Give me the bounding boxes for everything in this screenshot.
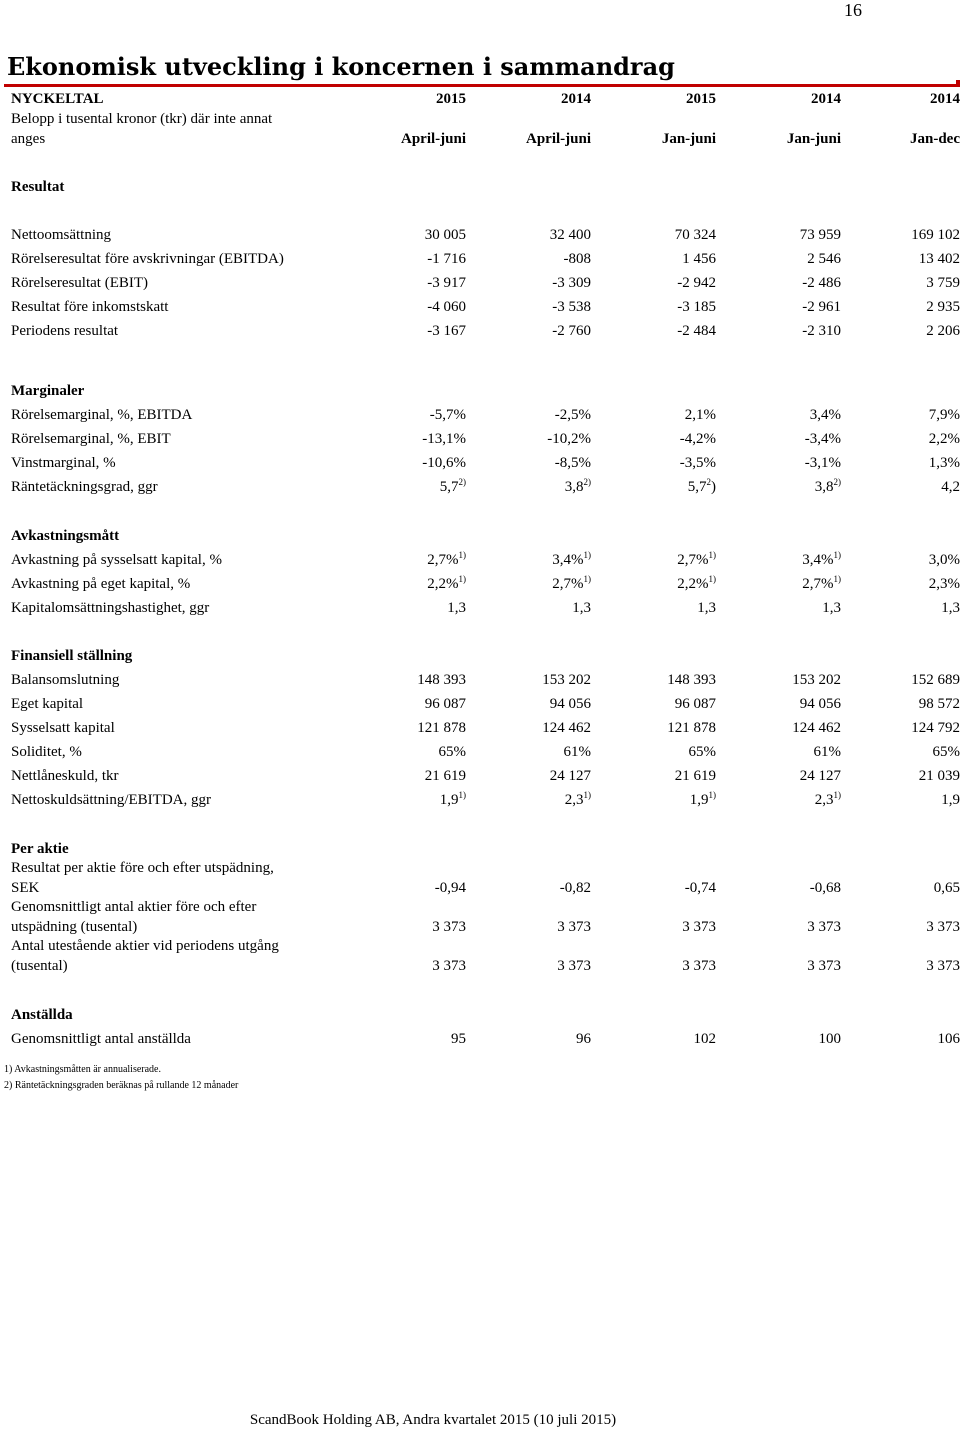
value-text: 124 792 [911, 720, 960, 736]
value-cell [850, 407, 960, 424]
value-cell [606, 275, 716, 292]
value-cell [731, 227, 841, 244]
value-cell [481, 251, 591, 268]
value-text: 100 [818, 1031, 841, 1047]
value-cell [731, 672, 841, 689]
value-cell [481, 600, 591, 617]
column-period [356, 131, 466, 148]
row-label: Nettoomsättning [11, 227, 111, 243]
title-underline [4, 84, 957, 87]
value-text: 65% [438, 744, 466, 760]
value-cell [356, 407, 466, 424]
value-cell [606, 552, 716, 569]
value-text: 2 206 [926, 323, 960, 339]
value-text: -10,6% [422, 455, 466, 471]
footnote-ref: 1) [458, 574, 466, 584]
value-text: 153 202 [792, 672, 841, 688]
value-text: -3,1% [804, 455, 841, 471]
value-cell [606, 672, 716, 689]
value-cell [356, 251, 466, 268]
value-cell [731, 251, 841, 268]
value-text: -3 309 [552, 275, 591, 291]
value-cell [731, 431, 841, 448]
value-text: 2,2% [427, 576, 459, 592]
value-text: 3,4% [802, 552, 834, 568]
value-text: 2,2% [928, 431, 960, 447]
value-cell [481, 323, 591, 340]
value-text: 2 546 [807, 251, 841, 267]
value-cell [850, 299, 960, 316]
value-cell [850, 768, 960, 785]
value-cell [356, 958, 466, 975]
page-footer: ScandBook Holding AB, Andra kvartalet 2015 (10 juli 2015) [249, 1412, 617, 1428]
value-cell [606, 600, 716, 617]
value-text: 7,9% [928, 407, 960, 423]
row-label: (tusental) [11, 958, 68, 974]
value-cell [731, 880, 841, 897]
header-sublabel: anges [11, 131, 46, 147]
column-year [606, 91, 716, 108]
value-text: 3 373 [557, 958, 591, 974]
value-text: 3,8 [814, 479, 834, 495]
footnote-ref: 1) [708, 790, 716, 800]
row-label: Nettoskuldsättning/EBITDA, ggr [11, 792, 211, 808]
value-cell [356, 323, 466, 340]
value-text: -0,82 [559, 880, 591, 896]
value-text: Jan-juni [661, 131, 716, 147]
value-cell [481, 919, 591, 936]
value-text: 1,3 [941, 600, 960, 616]
value-text: -3 185 [677, 299, 716, 315]
value-text: 3,8 [564, 479, 584, 495]
value-text: -10,2% [547, 431, 591, 447]
value-cell [731, 744, 841, 761]
value-cell [481, 479, 591, 496]
value-text: Jan-dec [910, 131, 960, 147]
value-cell [356, 227, 466, 244]
value-text: 121 878 [417, 720, 466, 736]
row-label: Sysselsatt kapital [11, 720, 115, 736]
value-cell [481, 768, 591, 785]
value-text: April-juni [525, 131, 591, 147]
footnote-ref: 1) [708, 574, 716, 584]
value-text: 94 056 [549, 696, 591, 712]
value-text: 1,9 [689, 792, 709, 808]
value-cell [356, 479, 466, 496]
row-label: Balansomslutning [11, 672, 120, 688]
value-cell [850, 431, 960, 448]
value-cell [481, 576, 591, 593]
value-text: 1,3 [572, 600, 591, 616]
footnote-ref: 2) [458, 477, 466, 487]
value-text: -8,5% [554, 455, 591, 471]
row-label: Rörelsemarginal, %, EBIT [11, 431, 171, 447]
value-text: 2,7% [677, 552, 709, 568]
value-text: -3 538 [552, 299, 591, 315]
value-cell [356, 792, 466, 809]
page-title: Ekonomisk utveckling i koncernen i sammandrag [7, 52, 675, 81]
column-period [850, 131, 960, 148]
value-cell [850, 792, 960, 809]
section-heading-finansiell: Finansiell ställning [11, 648, 133, 664]
value-text: 65% [932, 744, 960, 760]
value-text: -4,2% [679, 431, 716, 447]
value-cell [731, 576, 841, 593]
value-cell [481, 227, 591, 244]
value-cell [731, 958, 841, 975]
value-text: -0,74 [684, 880, 716, 896]
value-cell [850, 958, 960, 975]
value-cell [731, 299, 841, 316]
row-label: utspädning (tusental) [11, 919, 138, 935]
row-label: Resultat före inkomstskatt [11, 299, 169, 315]
value-cell [481, 275, 591, 292]
value-cell [356, 880, 466, 897]
value-text: April-juni [400, 131, 466, 147]
value-cell [356, 1031, 466, 1048]
value-cell [481, 792, 591, 809]
value-text: 1,9 [439, 792, 459, 808]
value-text: -3,5% [679, 455, 716, 471]
section-heading-resultat: Resultat [11, 179, 65, 195]
value-cell [356, 431, 466, 448]
value-cell [731, 275, 841, 292]
value-text: 148 393 [667, 672, 716, 688]
value-text: 2014 [811, 91, 841, 107]
value-text: -2,5% [554, 407, 591, 423]
value-text: 2,3 [564, 792, 584, 808]
value-text: -3,4% [804, 431, 841, 447]
value-cell [731, 919, 841, 936]
value-text: 0,65 [933, 880, 960, 896]
column-year [356, 91, 466, 108]
value-text: -2 310 [802, 323, 841, 339]
value-text: 2,3% [928, 576, 960, 592]
value-text: 1 456 [682, 251, 716, 267]
value-text: 3 373 [557, 919, 591, 935]
value-cell [606, 431, 716, 448]
value-text: 2,3 [814, 792, 834, 808]
value-text: -3 917 [427, 275, 466, 291]
footnote-ref: 1) [708, 550, 716, 560]
value-cell [481, 455, 591, 472]
section-heading-marginaler: Marginaler [11, 383, 85, 399]
footnote-ref: 2 [706, 477, 711, 487]
column-year [731, 91, 841, 108]
value-text: 3 373 [807, 958, 841, 974]
value-cell [850, 600, 960, 617]
value-text: 96 [576, 1031, 591, 1047]
row-label: Eget kapital [11, 696, 84, 712]
value-text: 3 373 [926, 958, 960, 974]
value-cell [850, 672, 960, 689]
value-cell [356, 299, 466, 316]
value-text: -3 167 [427, 323, 466, 339]
value-text: 30 005 [424, 227, 466, 243]
value-text: 24 127 [549, 768, 591, 784]
value-text: 3 373 [682, 919, 716, 935]
row-label: Periodens resultat [11, 323, 119, 339]
value-cell [606, 479, 716, 496]
column-year [850, 91, 960, 108]
row-label: Avkastning på eget kapital, % [11, 576, 191, 592]
row-label: Antal utestående aktier vid periodens utgång [11, 938, 279, 954]
page-number: 16 [844, 0, 862, 20]
value-text: 106 [937, 1031, 960, 1047]
value-text: 2014 [930, 91, 960, 107]
footnote-ref: 1) [833, 550, 841, 560]
value-cell [850, 1031, 960, 1048]
value-cell [606, 576, 716, 593]
value-text: 96 087 [424, 696, 466, 712]
value-cell [481, 744, 591, 761]
value-text: 61% [813, 744, 841, 760]
value-cell [356, 455, 466, 472]
value-cell [356, 720, 466, 737]
value-text: -1 716 [427, 251, 466, 267]
value-cell [731, 720, 841, 737]
value-text: 2 935 [926, 299, 960, 315]
row-label: Räntetäckningsgrad, ggr [11, 479, 158, 495]
row-label: Rörelseresultat före avskrivningar (EBITDA) [11, 251, 284, 267]
value-text: -808 [563, 251, 591, 267]
value-text: 3,4% [809, 407, 841, 423]
value-text: -4 060 [427, 299, 466, 315]
row-label: SEK [11, 880, 40, 896]
value-cell [481, 431, 591, 448]
value-text: 98 572 [918, 696, 960, 712]
footnote-ref: 1) [458, 550, 466, 560]
footnote-ref: 2) [583, 477, 591, 487]
value-text: -13,1% [422, 431, 466, 447]
value-text: -2 760 [552, 323, 591, 339]
value-text: 1,3 [447, 600, 466, 616]
value-suffix: ) [711, 479, 716, 495]
value-cell [850, 251, 960, 268]
value-cell [850, 576, 960, 593]
section-heading-per_aktie: Per aktie [11, 841, 69, 857]
value-cell [731, 479, 841, 496]
value-text: 2,2% [677, 576, 709, 592]
footnote-ref: 1) [458, 790, 466, 800]
footnote-ref: 1) [583, 790, 591, 800]
value-text: 2,7% [552, 576, 584, 592]
value-text: 152 689 [911, 672, 960, 688]
footnote-ref: 1) [583, 550, 591, 560]
header-label: NYCKELTAL [11, 91, 104, 107]
value-text: 1,3% [928, 455, 960, 471]
value-text: 3 373 [682, 958, 716, 974]
value-cell [356, 576, 466, 593]
column-year [481, 91, 591, 108]
value-cell [356, 744, 466, 761]
value-cell [606, 919, 716, 936]
column-period [731, 131, 841, 148]
value-text: -0,94 [434, 880, 466, 896]
row-label: Vinstmarginal, % [11, 455, 116, 471]
value-text: 95 [451, 1031, 466, 1047]
value-text: 148 393 [417, 672, 466, 688]
value-cell [356, 672, 466, 689]
value-text: 124 462 [542, 720, 591, 736]
column-period [481, 131, 591, 148]
value-text: -0,68 [809, 880, 841, 896]
footnote-ref: 2) [833, 477, 841, 487]
footnote-ref: 1) [833, 574, 841, 584]
value-text: -2 942 [677, 275, 716, 291]
value-cell [481, 672, 591, 689]
value-cell [731, 407, 841, 424]
value-text: 102 [693, 1031, 716, 1047]
value-cell [731, 696, 841, 713]
section-heading-anstallda: Anställda [11, 1007, 73, 1023]
value-cell [356, 919, 466, 936]
value-text: -5,7% [429, 407, 466, 423]
value-cell [731, 1031, 841, 1048]
value-text: 73 959 [799, 227, 841, 243]
value-cell [606, 1031, 716, 1048]
footnote-1: 1) Avkastningsmåtten är annualiserade. [4, 1064, 161, 1075]
value-text: 169 102 [911, 227, 960, 243]
value-text: 21 619 [424, 768, 466, 784]
value-cell [731, 323, 841, 340]
value-cell [731, 768, 841, 785]
footnote-ref: 1) [833, 790, 841, 800]
value-text: 2015 [436, 91, 466, 107]
value-cell [481, 720, 591, 737]
value-text: 5,7 [687, 479, 707, 495]
row-label: Resultat per aktie före och efter utspädning, [11, 860, 274, 876]
value-text: 3 373 [432, 919, 466, 935]
value-text: 32 400 [549, 227, 591, 243]
value-text: 3,0% [928, 552, 960, 568]
value-cell [850, 227, 960, 244]
value-text: 24 127 [799, 768, 841, 784]
value-cell [850, 552, 960, 569]
value-cell [481, 880, 591, 897]
value-text: 70 324 [674, 227, 716, 243]
value-cell [356, 696, 466, 713]
value-cell [606, 407, 716, 424]
value-cell [481, 958, 591, 975]
value-cell [731, 792, 841, 809]
value-cell [731, 455, 841, 472]
row-label: Genomsnittligt antal aktier före och efter [11, 899, 257, 915]
value-cell [731, 552, 841, 569]
value-text: 1,3 [697, 600, 716, 616]
row-label: Soliditet, % [11, 744, 82, 760]
value-cell [850, 880, 960, 897]
value-text: 2014 [561, 91, 591, 107]
value-cell [850, 275, 960, 292]
value-text: 5,7 [439, 479, 459, 495]
value-text: 3 759 [926, 275, 960, 291]
value-cell [606, 455, 716, 472]
value-cell [481, 1031, 591, 1048]
value-cell [606, 696, 716, 713]
value-cell [606, 720, 716, 737]
value-cell [850, 479, 960, 496]
row-label: Rörelseresultat (EBIT) [11, 275, 149, 291]
row-label: Genomsnittligt antal anställda [11, 1031, 191, 1047]
value-text: 1,3 [822, 600, 841, 616]
value-text: 124 462 [792, 720, 841, 736]
value-cell [606, 768, 716, 785]
footnote-2: 2) Räntetäckningsgraden beräknas på rullande 12 månader [4, 1080, 239, 1091]
value-text: 3 373 [807, 919, 841, 935]
value-text: 2,1% [684, 407, 716, 423]
value-text: Jan-juni [786, 131, 841, 147]
value-cell [850, 720, 960, 737]
value-cell [606, 251, 716, 268]
value-text: -2 486 [802, 275, 841, 291]
value-cell [356, 768, 466, 785]
title-underline-end [956, 80, 960, 87]
value-text: 21 039 [918, 768, 960, 784]
value-cell [850, 455, 960, 472]
value-text: 4,2 [941, 479, 960, 495]
value-cell [481, 552, 591, 569]
value-cell [356, 275, 466, 292]
value-cell [850, 323, 960, 340]
value-cell [850, 919, 960, 936]
value-text: 3 373 [432, 958, 466, 974]
value-text: 2,7% [802, 576, 834, 592]
value-text: 3 373 [926, 919, 960, 935]
value-text: 21 619 [674, 768, 716, 784]
value-text: 1,9 [941, 792, 960, 808]
value-cell [606, 792, 716, 809]
value-cell [481, 407, 591, 424]
value-cell [731, 600, 841, 617]
value-cell [606, 880, 716, 897]
value-text: 96 087 [674, 696, 716, 712]
value-cell [606, 958, 716, 975]
value-text: 13 402 [918, 251, 960, 267]
value-cell [481, 299, 591, 316]
value-cell [606, 299, 716, 316]
value-text: 2,7% [427, 552, 459, 568]
value-text: -2 484 [677, 323, 716, 339]
value-cell [850, 696, 960, 713]
row-label: Nettlåneskuld, tkr [11, 768, 119, 784]
row-label: Avkastning på sysselsatt kapital, % [11, 552, 222, 568]
value-text: 61% [563, 744, 591, 760]
section-heading-avkastning: Avkastningsmått [11, 528, 120, 544]
value-text: 3,4% [552, 552, 584, 568]
value-text: 2015 [686, 91, 716, 107]
value-text: -2 961 [802, 299, 841, 315]
value-cell [606, 323, 716, 340]
row-label: Kapitalomsättningshastighet, ggr [11, 600, 210, 616]
value-cell [606, 744, 716, 761]
value-cell [481, 696, 591, 713]
footnote-ref: 1) [583, 574, 591, 584]
value-text: 153 202 [542, 672, 591, 688]
value-cell [356, 552, 466, 569]
value-cell [606, 227, 716, 244]
value-cell [850, 744, 960, 761]
header-sublabel: Belopp i tusental kronor (tkr) där inte annat [11, 111, 273, 127]
value-text: 121 878 [667, 720, 716, 736]
column-period [606, 131, 716, 148]
value-text: 94 056 [799, 696, 841, 712]
value-cell [356, 600, 466, 617]
row-label: Rörelsemarginal, %, EBITDA [11, 407, 193, 423]
value-text: 65% [688, 744, 716, 760]
